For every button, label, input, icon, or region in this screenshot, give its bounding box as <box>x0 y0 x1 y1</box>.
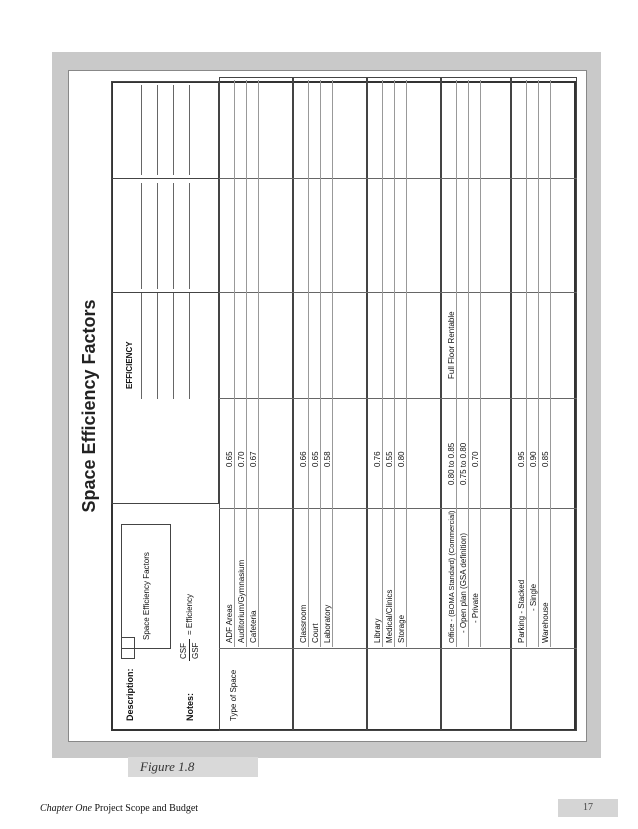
description-label: Description: <box>125 668 135 721</box>
rule <box>320 80 321 647</box>
rule <box>332 80 333 647</box>
space-name: Laboratory <box>323 604 332 643</box>
efficiency-form <box>68 70 587 742</box>
formula-numerator: CSF <box>179 643 188 659</box>
column-rule <box>219 292 577 293</box>
efficiency-value: 0.67 <box>249 451 258 467</box>
rule <box>141 85 142 175</box>
space-name: Storage <box>397 614 406 643</box>
sheet-title: Space Efficiency Factors <box>79 299 99 513</box>
rule <box>308 80 309 647</box>
notes-label: Notes: <box>185 692 195 721</box>
blank-column-box <box>111 178 219 293</box>
efficiency-value: 0.65 <box>225 451 234 467</box>
efficiency-value: 0.80 to 0.85 <box>447 442 456 485</box>
space-name: - Private <box>471 593 480 623</box>
column-rule <box>219 398 577 399</box>
rule <box>480 80 481 647</box>
formula-denominator: GSF <box>191 642 200 659</box>
rule <box>157 183 158 289</box>
description-box <box>121 524 171 649</box>
rule <box>173 85 174 175</box>
type-of-space-header: Type of Space <box>229 669 238 721</box>
full-floor-label: Full Floor Rentable <box>447 311 456 379</box>
section-label: Project Scope and Budget <box>94 803 199 814</box>
space-name: Medical/Clinics <box>385 589 394 643</box>
efficiency-value: 0.95 <box>517 451 526 467</box>
rule <box>141 293 142 399</box>
efficiency-value: 0.55 <box>385 451 394 467</box>
blank-column-box <box>111 81 219 179</box>
rule <box>456 80 457 647</box>
rule <box>141 183 142 289</box>
efficiency-value: 0.66 <box>299 451 308 467</box>
description-value: Space Efficiency Factors <box>142 552 151 640</box>
space-name: - Open plan (GSA definition) <box>459 532 468 633</box>
space-name: Office - (BOMA Standard) (Commercial) <box>447 510 456 643</box>
space-name: Parking - Stacked <box>517 579 526 643</box>
footer-chapter <box>40 803 198 814</box>
rule <box>189 183 190 289</box>
efficiency-value: 0.80 <box>397 451 406 467</box>
space-name: Cafeteria <box>249 610 258 643</box>
efficiency-header: EFFICIENCY <box>125 341 134 389</box>
space-name: Court <box>311 623 320 643</box>
rule <box>526 80 527 647</box>
rule <box>468 80 469 647</box>
rule <box>550 80 551 647</box>
column-rule <box>219 178 577 179</box>
rule <box>538 80 539 647</box>
rule <box>189 293 190 399</box>
column-rule <box>219 508 577 509</box>
rule <box>157 85 158 175</box>
space-name: Auditorium/Gymnasium <box>237 559 246 643</box>
rule <box>173 293 174 399</box>
formula-rule <box>189 639 190 661</box>
rule <box>234 80 235 647</box>
chapter-label: Chapter One <box>40 803 92 814</box>
rule <box>246 80 247 647</box>
figure-caption: Figure 1.8 <box>128 757 258 777</box>
efficiency-value: 0.70 <box>237 451 246 467</box>
efficiency-value: 0.70 <box>471 451 480 467</box>
space-name: ADF Areas <box>225 604 234 643</box>
form-grid <box>111 81 576 731</box>
efficiency-value: 0.90 <box>529 451 538 467</box>
formula-result: = Efficiency <box>185 594 194 635</box>
space-name: - Single <box>529 583 538 611</box>
page-number: 17 <box>558 799 618 817</box>
rule <box>406 80 407 647</box>
space-name: Library <box>373 618 382 643</box>
efficiency-value: 0.58 <box>323 451 332 467</box>
rule <box>394 80 395 647</box>
rule <box>189 85 190 175</box>
column-rule <box>219 648 577 649</box>
efficiency-value: 0.75 to 0.80 <box>459 442 468 485</box>
rule <box>157 293 158 399</box>
rule <box>382 80 383 647</box>
efficiency-value: 0.65 <box>311 451 320 467</box>
efficiency-value: 0.85 <box>541 451 550 467</box>
space-name: Classroom <box>299 604 308 643</box>
rule <box>258 80 259 647</box>
rule <box>173 183 174 289</box>
blank-column-box <box>111 292 219 504</box>
space-name: Warehouse <box>541 602 550 643</box>
efficiency-value: 0.76 <box>373 451 382 467</box>
rotated-sheet <box>69 71 586 741</box>
